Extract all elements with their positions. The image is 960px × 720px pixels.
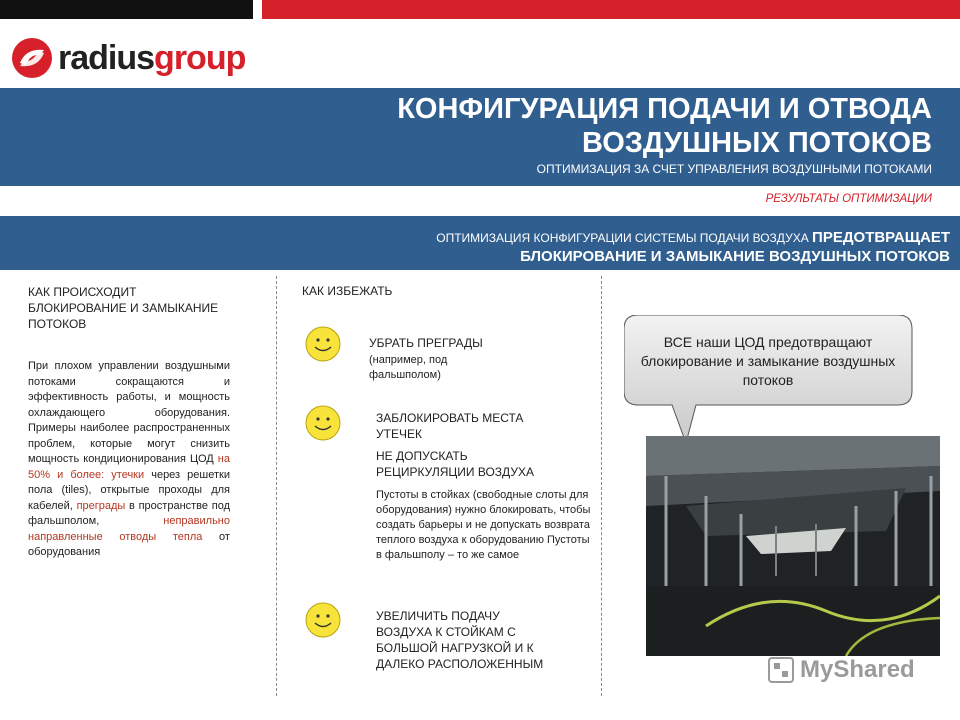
logo-text-dark: radius <box>58 38 155 77</box>
item1-title: УБРАТЬ ПРЕГРАДЫ <box>369 336 483 350</box>
item2-note: Пустоты в стойках (свободные слоты для оборудования) нужно блокировать, чтобы создать барьеры и не допускать возврата теплого воздуха к оборудованию Пустоты в фальшполу – то же самое <box>376 489 591 561</box>
column1-body-part3: в пространстве под фальшполом, <box>28 499 230 527</box>
column1-body-red1: на 50% и более: утечки <box>28 453 230 481</box>
statement-line-2: БЛОКИРОВАНИЕ И ЗАМЫКАНИЕ ВОЗДУШНЫХ ПОТОКОВ <box>520 248 950 265</box>
raised-floor-photo <box>646 436 940 656</box>
column-divider-2 <box>601 276 602 696</box>
column1-body-red3: неправильно направленные отводы тепла <box>28 515 230 543</box>
statement-line-1-normal: ОПТИМИЗАЦИЯ КОНФИГУРАЦИИ СИСТЕМЫ ПОДАЧИ ВОЗДУХА <box>436 231 809 245</box>
radiusgroup-logo-icon <box>10 36 54 80</box>
statement-line-1-bold: ПРЕДОТВРАЩАЕТ <box>812 229 950 246</box>
column-divider-1 <box>276 276 277 696</box>
item2-title-b: НЕ ДОПУСКАТЬ РЕЦИРКУЛЯЦИИ ВОЗДУХА <box>376 449 534 479</box>
results-label: РЕЗУЛЬТАТЫ ОПТИМИЗАЦИИ <box>765 193 932 205</box>
logo-wordmark <box>58 39 245 78</box>
item1-note: (например, под фальшполом) <box>369 354 448 381</box>
top-bar-black <box>0 0 253 19</box>
top-bar-red <box>262 0 960 19</box>
raised-floor-illustration <box>646 436 940 656</box>
item3-title: УВЕЛИЧИТЬ ПОДАЧУ ВОЗДУХА К СТОЙКАМ С БОЛЬШОЙ НАГРУЗКОЙ И К ДАЛЕКО РАСПОЛОЖЕННЫМ <box>376 609 544 671</box>
smiley-icon <box>305 602 341 638</box>
radiusgroup-logo <box>10 34 245 82</box>
column1-body <box>28 359 230 561</box>
callout-text: ВСЕ наши ЦОД предотвращают блокирование и замыкание воздушных потоков <box>640 334 896 388</box>
smiley-icon <box>305 326 341 362</box>
column1-heading: КАК ПРОИСХОДИТ БЛОКИРОВАНИЕ И ЗАМЫКАНИЕ ПОТОКОВ <box>28 285 219 331</box>
callout-bubble <box>624 315 912 405</box>
column2-heading: КАК ИЗБЕЖАТЬ <box>302 284 393 298</box>
watermark <box>768 656 915 684</box>
statement-line-1 <box>436 229 950 246</box>
logo-text-red: group <box>154 38 246 77</box>
item2-title: ЗАБЛОКИРОВАТЬ МЕСТА УТЕЧЕК <box>376 411 524 441</box>
column1-body-part2: через решетки пола (tiles), открытые проходы для кабелей, <box>28 468 230 512</box>
smiley-icon <box>305 405 341 441</box>
page-subtitle: ОПТИМИЗАЦИЯ ЗА СЧЕТ УПРАВЛЕНИЯ ВОЗДУШНЫМИ ПОТОКАМИ <box>536 162 932 176</box>
column1-body-red2: преграды <box>76 499 126 512</box>
column1-body-part1: При плохом управлении воздушными потоками сокращаются и эффективность работы, и мощность охлаждающего оборудования. Примеры наиболее распространенных проблем, которые могут снизить мощность кондиционирования ЦОД <box>28 360 230 465</box>
watermark-text: MyShared <box>800 656 915 683</box>
page-title: КОНФИГУРАЦИЯ ПОДАЧИ И ОТВОДА ВОЗДУШНЫХ ПОТОКОВ <box>397 93 932 159</box>
myshared-logo-icon <box>768 657 794 683</box>
column1-body-part4: от оборудования <box>28 530 230 558</box>
